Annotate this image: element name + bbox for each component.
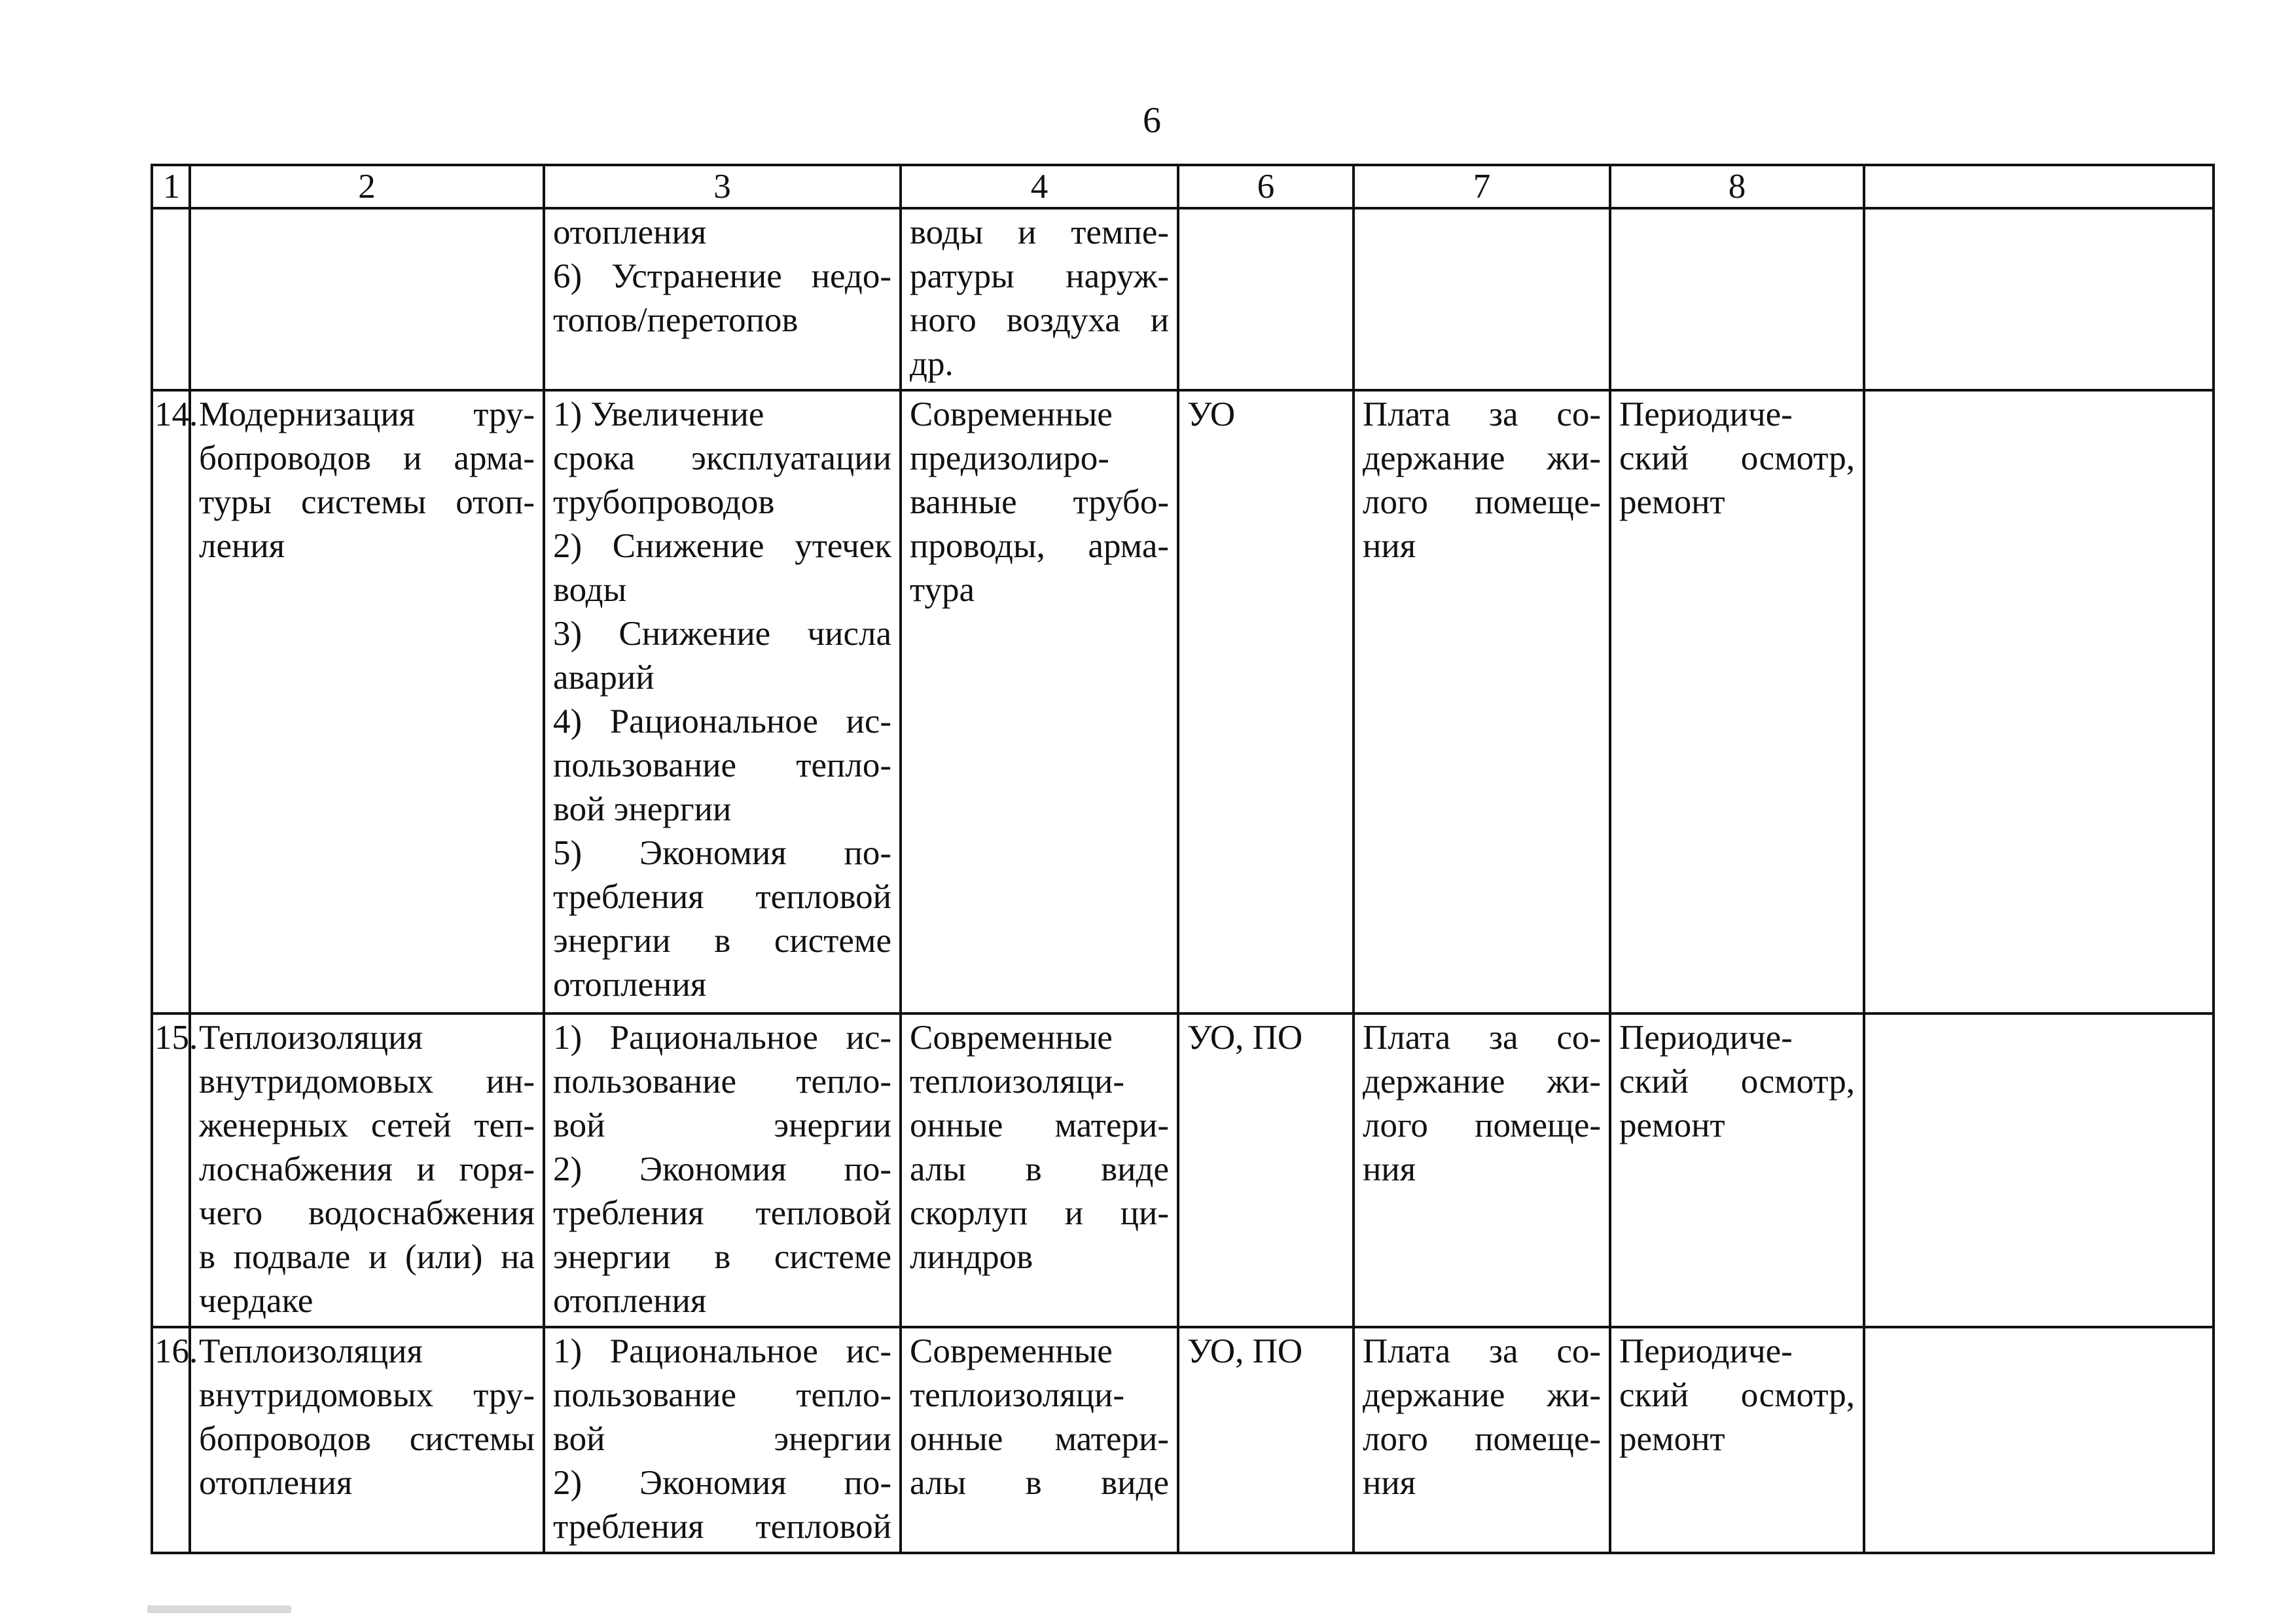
text-line: теплоизоляци- xyxy=(910,1376,1124,1414)
text-line: ратуры наруж- xyxy=(910,257,1169,295)
extra-cell xyxy=(1864,208,2214,390)
text-line: ремонт xyxy=(1619,483,1725,521)
text-line: ния xyxy=(1363,527,1416,565)
row-number: 14. xyxy=(152,390,190,1013)
executor-cell: УО, ПО xyxy=(1178,1013,1354,1327)
text-line: Периодиче- xyxy=(1619,1332,1793,1370)
text-line: проводы, арма- xyxy=(910,527,1169,565)
text-line: 6) Устранение недо- xyxy=(553,257,891,295)
funding-cell xyxy=(1354,390,1610,1013)
text-line: срока эксплуатации xyxy=(553,439,891,477)
text-line: бопроводов системы xyxy=(199,1420,535,1458)
text-line: ский осмотр, xyxy=(1619,1063,1855,1101)
funding-cell xyxy=(1354,1013,1610,1327)
text-line: отопления xyxy=(553,966,707,1004)
text-line: держание жи- xyxy=(1363,1376,1601,1414)
text-line: вой энергии xyxy=(553,790,732,828)
header-cell: 4 xyxy=(901,165,1178,208)
measure-title xyxy=(190,1013,544,1327)
row-number: 15. xyxy=(152,1013,190,1327)
materials-cell xyxy=(901,1013,1178,1327)
measure-title xyxy=(190,1327,544,1553)
footer-scan-mark xyxy=(147,1605,291,1613)
row-number: 16. xyxy=(152,1327,190,1553)
text-line: трубопроводов xyxy=(553,483,775,521)
text-line: Современные xyxy=(910,1019,1113,1057)
text-line: ния xyxy=(1363,1150,1416,1188)
text-line: внутридомовых тру- xyxy=(199,1376,535,1414)
measure-title xyxy=(190,208,544,390)
text-line: внутридомовых ин- xyxy=(199,1063,535,1101)
text-line: ления xyxy=(199,527,285,565)
text-line: теплоизоляци- xyxy=(910,1063,1124,1101)
text-line: линдров xyxy=(910,1238,1033,1276)
text-line: воды и темпе- xyxy=(910,213,1169,251)
text-line: ного воздуха и xyxy=(910,301,1169,339)
materials-cell xyxy=(901,208,1178,390)
text-line: ремонт xyxy=(1619,1420,1725,1458)
control-cell xyxy=(1610,1013,1864,1327)
text-line: энергии в системе xyxy=(553,922,891,960)
text-line: Периодиче- xyxy=(1619,1019,1793,1057)
text-line: энергии в системе xyxy=(553,1238,891,1276)
text-line: лоснабжения и горя- xyxy=(199,1150,535,1188)
table-row xyxy=(152,1327,2214,1553)
extra-cell xyxy=(1864,390,2214,1013)
executor-cell: УО xyxy=(1178,390,1354,1013)
text-line: 2) Снижение утечек xyxy=(553,527,891,565)
text-line: пользование тепло- xyxy=(553,1063,891,1101)
header-cell: 7 xyxy=(1354,165,1610,208)
text-line: ский осмотр, xyxy=(1619,439,1855,477)
text-line: предизолиро- xyxy=(910,439,1109,477)
text-line: ванные трубо- xyxy=(910,483,1169,521)
table-row xyxy=(152,1013,2214,1327)
text-line: 4) Рациональное ис- xyxy=(553,702,891,740)
header-cell: 8 xyxy=(1610,165,1864,208)
text-line: 1) Рациональное ис- xyxy=(553,1019,891,1057)
text-line: Модернизация тру- xyxy=(199,395,535,433)
text-line: ский осмотр, xyxy=(1619,1376,1855,1414)
text-line: отопления xyxy=(199,1464,353,1502)
executor-cell xyxy=(1178,208,1354,390)
header-cell xyxy=(1864,165,2214,208)
funding-cell xyxy=(1354,208,1610,390)
text-line: алы в виде xyxy=(910,1464,1169,1502)
text-line: требления тепловой xyxy=(553,1508,891,1546)
table-row-continuation xyxy=(152,208,2214,390)
text-line: Плата за со- xyxy=(1363,1332,1601,1370)
text-line: топов/перетопов xyxy=(553,301,798,339)
row-number xyxy=(152,208,190,390)
text-line: алы в виде xyxy=(910,1150,1169,1188)
text-line: отопления xyxy=(553,213,707,251)
effect-cell xyxy=(544,1327,901,1553)
text-line: Теплоизоляция xyxy=(199,1332,423,1370)
measure-title xyxy=(190,390,544,1013)
text-line: требления тепловой xyxy=(553,1194,891,1232)
text-line: вой энергии xyxy=(553,1106,891,1144)
control-cell xyxy=(1610,1327,1864,1553)
text-line: чердаке xyxy=(199,1282,314,1320)
control-cell xyxy=(1610,208,1864,390)
table-row xyxy=(152,390,2214,1013)
text-line: пользование тепло- xyxy=(553,1376,891,1414)
effect-cell xyxy=(544,1013,901,1327)
text-line: 2) Экономия по- xyxy=(553,1150,891,1188)
header-cell: 1 xyxy=(152,165,190,208)
text-line: 1) Увеличение xyxy=(553,395,764,433)
text-line: вой энергии xyxy=(553,1420,891,1458)
text-line: лого помеще- xyxy=(1363,483,1601,521)
text-line: отопления xyxy=(553,1282,707,1320)
text-line: требления тепловой xyxy=(553,878,891,916)
text-line: тура xyxy=(910,571,975,609)
table-header-row xyxy=(152,165,2214,208)
text-line: ремонт xyxy=(1619,1106,1725,1144)
text-line: др. xyxy=(910,345,954,383)
header-cell: 6 xyxy=(1178,165,1354,208)
text-line: онные матери- xyxy=(910,1106,1169,1144)
materials-cell xyxy=(901,390,1178,1013)
text-line: пользование тепло- xyxy=(553,746,891,784)
text-line: лого помеще- xyxy=(1363,1106,1601,1144)
text-line: Современные xyxy=(910,1332,1113,1370)
text-line: 3) Снижение числа xyxy=(553,615,891,653)
text-line: женерных сетей теп- xyxy=(199,1106,535,1144)
extra-cell xyxy=(1864,1013,2214,1327)
funding-cell xyxy=(1354,1327,1610,1553)
text-line: Современные xyxy=(910,395,1113,433)
text-line: Плата за со- xyxy=(1363,1019,1601,1057)
text-line: онные матери- xyxy=(910,1420,1169,1458)
text-line: бопроводов и арма- xyxy=(199,439,535,477)
page-number: 6 xyxy=(1143,100,1161,141)
text-line: воды xyxy=(553,571,627,609)
text-line: чего водоснабжения xyxy=(199,1194,535,1232)
effect-cell xyxy=(544,390,901,1013)
text-line: скорлуп и ци- xyxy=(910,1194,1169,1232)
text-line: 1) Рациональное ис- xyxy=(553,1332,891,1370)
text-line: Теплоизоляция xyxy=(199,1019,423,1057)
text-line: держание жи- xyxy=(1363,439,1601,477)
text-line: держание жи- xyxy=(1363,1063,1601,1101)
text-line: туры системы отоп- xyxy=(199,483,535,521)
text-line: аварий xyxy=(553,659,655,697)
text-line: лого помеще- xyxy=(1363,1420,1601,1458)
text-line: Плата за со- xyxy=(1363,395,1601,433)
text-line: 2) Экономия по- xyxy=(553,1464,891,1502)
text-line: ния xyxy=(1363,1464,1416,1502)
control-cell xyxy=(1610,390,1864,1013)
effect-cell xyxy=(544,208,901,390)
text-line: 5) Экономия по- xyxy=(553,834,891,872)
header-cell: 3 xyxy=(544,165,901,208)
measures-table xyxy=(151,164,2215,1554)
text-line: Периодиче- xyxy=(1619,395,1793,433)
extra-cell xyxy=(1864,1327,2214,1553)
text-line: в подвале и (или) на xyxy=(199,1238,535,1276)
executor-cell: УО, ПО xyxy=(1178,1327,1354,1553)
materials-cell xyxy=(901,1327,1178,1553)
header-cell: 2 xyxy=(190,165,544,208)
